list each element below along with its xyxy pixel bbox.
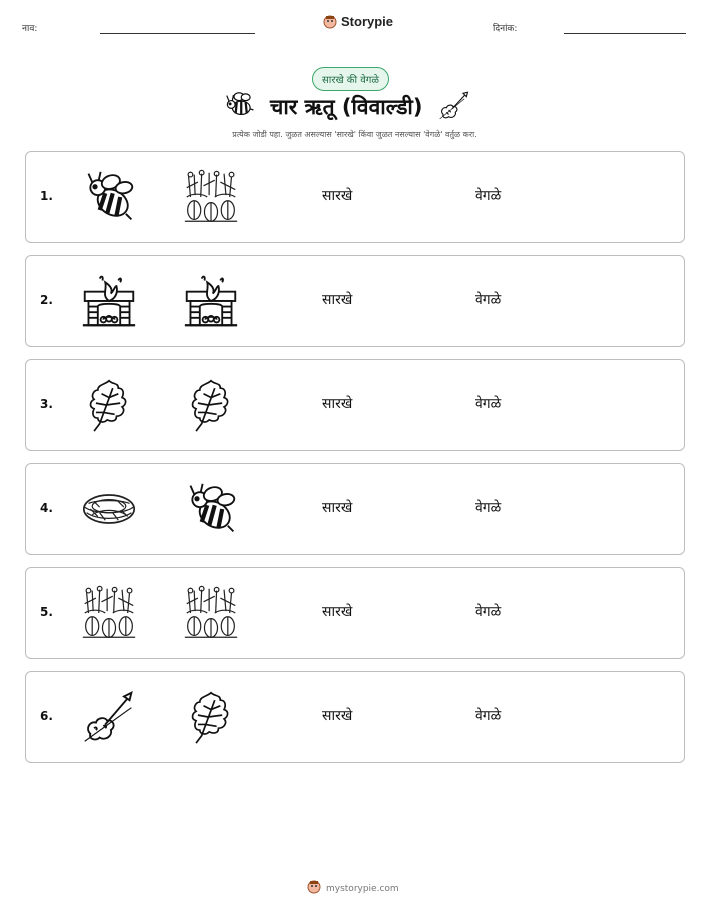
item-number: 3. — [40, 397, 53, 411]
storypie-mascot-icon — [307, 880, 321, 897]
orchestra-icon — [183, 585, 239, 641]
item-card — [25, 671, 685, 763]
violin-icon — [81, 689, 137, 745]
item-number: 4. — [40, 501, 53, 515]
same-option[interactable]: सारखे — [322, 292, 353, 308]
orchestra-icon — [183, 169, 239, 225]
item-card — [25, 463, 685, 555]
instructions: प्रत्येक जोडी पहा. जुळत असल्यास 'सारखे' किंवा जुळत नसल्यास 'वेगळे' वर्तुळ करा. — [232, 130, 477, 139]
brand-logo — [323, 14, 393, 29]
different-option[interactable]: वेगळे — [475, 292, 502, 308]
page-title: चार ऋतू (विवाल्डी) — [270, 95, 423, 119]
leaf-icon — [81, 377, 137, 433]
footer-site: mystorypie.com — [326, 883, 399, 894]
name-label: नाव: — [22, 24, 38, 34]
item-number: 1. — [40, 189, 53, 203]
bee-icon — [183, 481, 239, 537]
same-option[interactable]: सारखे — [322, 188, 353, 204]
different-option[interactable]: वेगळे — [475, 500, 502, 516]
item-number: 5. — [40, 605, 53, 619]
item-number: 6. — [40, 709, 53, 723]
violin-icon — [436, 90, 470, 124]
footer — [307, 880, 399, 897]
bee-icon — [81, 169, 137, 225]
title-row — [222, 90, 470, 124]
name-line[interactable] — [100, 33, 255, 34]
leaf-icon — [183, 689, 239, 745]
item-card — [25, 359, 685, 451]
different-option[interactable]: वेगळे — [475, 604, 502, 620]
storypie-mascot-icon — [323, 15, 337, 29]
item-card — [25, 567, 685, 659]
brand-name: Storypie — [341, 14, 394, 29]
bee-icon — [222, 90, 256, 124]
different-option[interactable]: वेगळे — [475, 188, 502, 204]
item-number: 2. — [40, 293, 53, 307]
same-option[interactable]: सारखे — [322, 708, 353, 724]
item-card — [25, 255, 685, 347]
same-option[interactable]: सारखे — [322, 500, 353, 516]
different-option[interactable]: वेगळे — [475, 396, 502, 412]
same-option[interactable]: सारखे — [322, 604, 353, 620]
date-label: दिनांक: — [493, 24, 518, 34]
nest-icon — [81, 481, 137, 537]
orchestra-icon — [81, 585, 137, 641]
fireplace-icon — [81, 273, 137, 329]
date-line[interactable] — [564, 33, 686, 34]
different-option[interactable]: वेगळे — [475, 708, 502, 724]
item-card — [25, 151, 685, 243]
activity-badge: सारखे की वेगळे — [312, 67, 389, 91]
same-option[interactable]: सारखे — [322, 396, 353, 412]
leaf-icon — [183, 377, 239, 433]
fireplace-icon — [183, 273, 239, 329]
